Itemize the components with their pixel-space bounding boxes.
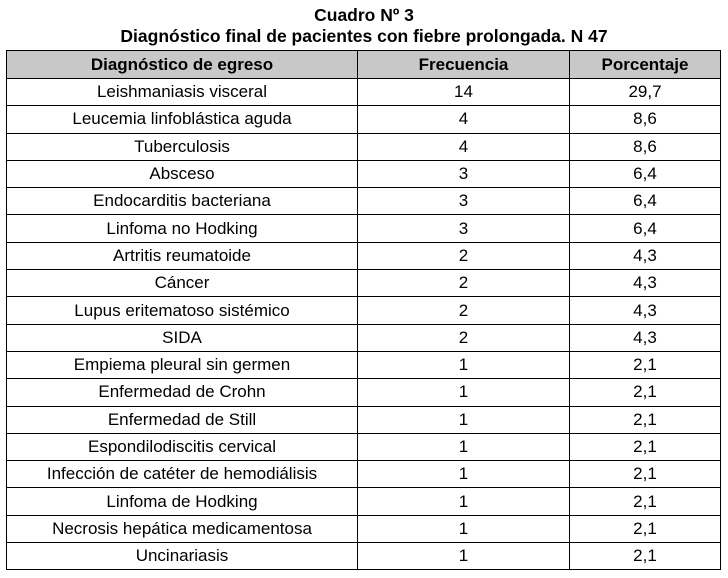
percentage-cell: 8,6 xyxy=(570,106,721,133)
percentage-cell: 2,1 xyxy=(570,543,721,570)
header-frequency: Frecuencia xyxy=(358,51,570,79)
diagnosis-cell: Enfermedad de Crohn xyxy=(7,379,358,406)
percentage-cell: 4,3 xyxy=(570,270,721,297)
header-diagnosis: Diagnóstico de egreso xyxy=(7,51,358,79)
table-caption xyxy=(0,5,728,47)
percentage-cell: 2,1 xyxy=(570,515,721,542)
frequency-cell: 2 xyxy=(358,242,570,269)
frequency-cell: 14 xyxy=(358,79,570,106)
table-row xyxy=(7,324,721,351)
frequency-cell: 2 xyxy=(358,270,570,297)
frequency-cell: 1 xyxy=(358,406,570,433)
table-row xyxy=(7,297,721,324)
percentage-cell: 2,1 xyxy=(570,488,721,515)
diagnosis-cell: Absceso xyxy=(7,160,358,187)
percentage-cell: 6,4 xyxy=(570,215,721,242)
percentage-cell: 2,1 xyxy=(570,461,721,488)
diagnosis-cell: Enfermedad de Still xyxy=(7,406,358,433)
percentage-cell: 8,6 xyxy=(570,133,721,160)
frequency-cell: 2 xyxy=(358,297,570,324)
table-row xyxy=(7,351,721,378)
table-row xyxy=(7,433,721,460)
frequency-cell: 3 xyxy=(358,215,570,242)
table-row xyxy=(7,461,721,488)
diagnosis-table xyxy=(6,50,721,570)
percentage-cell: 4,3 xyxy=(570,324,721,351)
frequency-cell: 1 xyxy=(358,461,570,488)
table-row xyxy=(7,79,721,106)
diagnosis-cell: Empiema pleural sin germen xyxy=(7,351,358,378)
frequency-cell: 3 xyxy=(358,160,570,187)
percentage-cell: 2,1 xyxy=(570,351,721,378)
diagnosis-cell: Endocarditis bacteriana xyxy=(7,188,358,215)
header-row xyxy=(7,51,721,79)
frequency-cell: 2 xyxy=(358,324,570,351)
diagnosis-cell: Tuberculosis xyxy=(7,133,358,160)
caption-title: Diagnóstico final de pacientes con fiebre prolongada. N 47 xyxy=(120,26,608,46)
diagnosis-cell: Cáncer xyxy=(7,270,358,297)
table-header xyxy=(7,51,721,79)
table-row xyxy=(7,160,721,187)
table-row xyxy=(7,242,721,269)
diagnosis-cell: Uncinariasis xyxy=(7,543,358,570)
percentage-cell: 2,1 xyxy=(570,433,721,460)
caption-number: Cuadro Nº 3 xyxy=(314,5,414,25)
percentage-cell: 4,3 xyxy=(570,242,721,269)
table-row xyxy=(7,406,721,433)
table-body xyxy=(7,79,721,570)
diagnosis-cell: Necrosis hepática medicamentosa xyxy=(7,515,358,542)
table-row xyxy=(7,215,721,242)
frequency-cell: 3 xyxy=(358,188,570,215)
header-percentage: Porcentaje xyxy=(570,51,721,79)
table-row xyxy=(7,515,721,542)
diagnosis-cell: Linfoma de Hodking xyxy=(7,488,358,515)
diagnosis-cell: Espondilodiscitis cervical xyxy=(7,433,358,460)
diagnosis-cell: Artritis reumatoide xyxy=(7,242,358,269)
diagnosis-cell: Linfoma no Hodking xyxy=(7,215,358,242)
percentage-cell: 2,1 xyxy=(570,406,721,433)
diagnosis-cell: Leishmaniasis visceral xyxy=(7,79,358,106)
table-row xyxy=(7,133,721,160)
percentage-cell: 4,3 xyxy=(570,297,721,324)
table-row xyxy=(7,488,721,515)
frequency-cell: 4 xyxy=(358,106,570,133)
diagnosis-cell: Infección de catéter de hemodiálisis xyxy=(7,461,358,488)
table-row xyxy=(7,379,721,406)
frequency-cell: 1 xyxy=(358,379,570,406)
diagnosis-cell: SIDA xyxy=(7,324,358,351)
percentage-cell: 6,4 xyxy=(570,160,721,187)
frequency-cell: 1 xyxy=(358,433,570,460)
diagnosis-cell: Leucemia linfoblástica aguda xyxy=(7,106,358,133)
frequency-cell: 4 xyxy=(358,133,570,160)
percentage-cell: 2,1 xyxy=(570,379,721,406)
table-row xyxy=(7,106,721,133)
frequency-cell: 1 xyxy=(358,543,570,570)
table-row xyxy=(7,188,721,215)
frequency-cell: 1 xyxy=(358,515,570,542)
frequency-cell: 1 xyxy=(358,351,570,378)
frequency-cell: 1 xyxy=(358,488,570,515)
diagnosis-cell: Lupus eritematoso sistémico xyxy=(7,297,358,324)
table-row xyxy=(7,543,721,570)
percentage-cell: 6,4 xyxy=(570,188,721,215)
percentage-cell: 29,7 xyxy=(570,79,721,106)
table-row xyxy=(7,270,721,297)
